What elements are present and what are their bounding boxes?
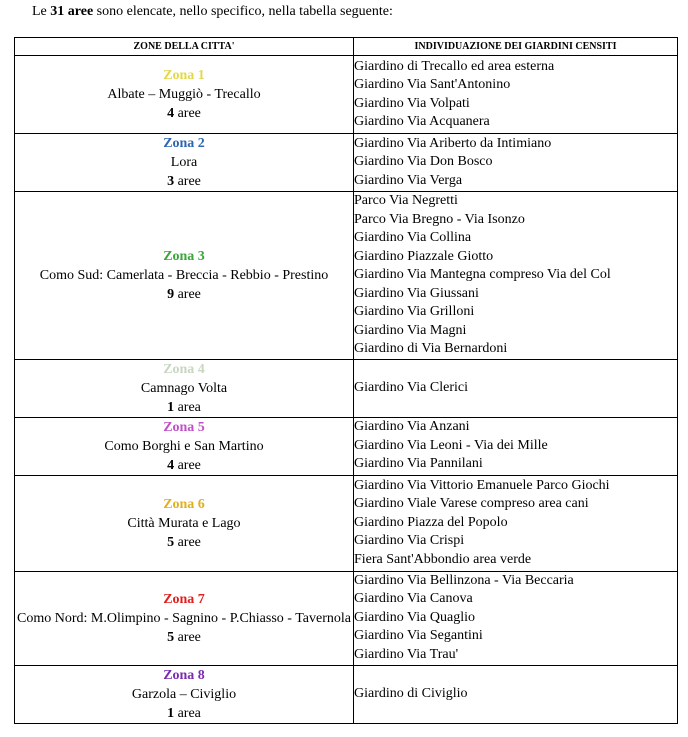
zone-area-count [15, 628, 353, 647]
intro-paragraph [32, 2, 393, 22]
zone-title: Zona 1 [163, 68, 205, 83]
zone-title: Zona 8 [163, 667, 205, 683]
garden-item: Giardino Via Acquanera [354, 114, 490, 129]
zone-cell [15, 665, 354, 723]
garden-item: Giardino Via Ariberto da Intimiano [354, 135, 552, 151]
zone-name: Lora [170, 155, 198, 170]
zone-name: Camnago Volta [140, 380, 228, 396]
zone-name: Albate – Muggiò - Trecallo [107, 87, 261, 102]
zones-table [14, 37, 678, 724]
garden-item: Giardino Via Grilloni [354, 304, 475, 319]
zone-count-number: 4 [167, 457, 175, 473]
garden-item: Parco Via Bregno - Via Isonzo [354, 211, 525, 227]
zone-name: Como Nord: M.Olimpino - Sagnino - P.Chiasso - Tavernola [17, 610, 351, 626]
garden-item: Giardino Via Collina [354, 230, 472, 245]
zone-count-unit: aree [177, 106, 201, 121]
zone-count-number: 4 [167, 106, 175, 121]
table-row [15, 134, 678, 192]
zone-count-unit: area [177, 399, 201, 415]
table-row [15, 475, 678, 571]
garden-item: Giardino di Trecallo ed area esterna [354, 58, 555, 74]
garden-item: Giardino Via Giussani [354, 285, 479, 301]
zone-title: Zona 7 [163, 591, 205, 607]
zone-name: Città Murata e Lago [127, 515, 241, 531]
zone-area-count [15, 104, 353, 123]
zone-count-number: 5 [167, 534, 175, 550]
zone-area-count [15, 172, 353, 191]
table-header-row [15, 38, 678, 56]
zone-title: Zona 2 [163, 136, 205, 151]
garden-item: Giardino Via Segantini [354, 628, 483, 644]
garden-item: Parco Via Negretti [354, 193, 458, 208]
garden-item: Giardino Piazzale Giotto [354, 248, 494, 264]
garden-item: Giardino Via Pannilani [354, 456, 483, 472]
table-row [15, 192, 678, 360]
garden-item: Giardino Via Leoni - Via dei Mille [354, 437, 548, 453]
garden-item: Giardino Via Don Bosco [354, 154, 493, 170]
zone-count-unit: aree [177, 457, 201, 473]
garden-item: Giardino Via Magni [354, 322, 467, 338]
zone-cell [15, 134, 354, 192]
garden-item: Giardino Via Bellinzona - Via Beccaria [354, 572, 574, 588]
garden-item: Fiera Sant'Abbondio area verde [354, 551, 532, 567]
garden-item: Giardino Via Mantegna compreso Via del Col [354, 267, 611, 282]
zone-title: Zona 6 [163, 496, 205, 512]
garden-item: Giardino Via Crispi [354, 533, 465, 549]
garden-item: Giardino Via Sant'Antonino [354, 77, 511, 92]
garden-item: Giardino Viale Varese compreso area cani [354, 496, 589, 512]
zone-cell [15, 571, 354, 665]
garden-item: Giardino Via Vittorio Emanuele Parco Giochi [354, 477, 610, 493]
zone-area-count [15, 456, 353, 475]
zone-count-number: 1 [167, 399, 175, 415]
zone-name: Como Sud: Camerlata - Breccia - Rebbio - Prestino [39, 267, 329, 283]
gardens-cell [354, 665, 678, 723]
zone-count-unit: area [177, 705, 201, 721]
zone-cell [15, 475, 354, 571]
table-row [15, 359, 678, 417]
zone-count-number: 1 [167, 705, 175, 721]
garden-item: Giardino Via Verga [354, 172, 463, 188]
gardens-cell [354, 134, 678, 192]
zone-count-unit: aree [177, 629, 201, 645]
gardens-cell [354, 571, 678, 665]
garden-item: Giardino Via Volpati [354, 95, 470, 111]
zone-cell [15, 192, 354, 360]
gardens-cell [354, 359, 678, 417]
header-zone: ZONE DELLA CITTA' [15, 38, 354, 56]
garden-item: Giardino Via Anzani [354, 419, 470, 435]
garden-item: Giardino Via Quaglio [354, 609, 475, 625]
zone-area-count [15, 285, 353, 304]
table-row [15, 571, 678, 665]
table-row [15, 56, 678, 134]
zone-cell [15, 359, 354, 417]
garden-item: Giardino Piazza del Popolo [354, 514, 508, 530]
table-row [15, 665, 678, 723]
zone-area-count [15, 398, 353, 417]
intro-prefix: Le [32, 4, 47, 19]
zone-title: Zona 5 [163, 419, 205, 435]
garden-item: Giardino Via Trau' [354, 646, 459, 662]
zone-area-count [15, 533, 353, 552]
zone-title: Zona 3 [163, 248, 205, 264]
zone-name: Garzola – Civiglio [131, 686, 237, 702]
gardens-cell [354, 475, 678, 571]
zone-count-unit: aree [177, 174, 201, 189]
zones-body [15, 56, 678, 724]
header-gardens: INDIVIDUAZIONE DEI GIARDINI CENSITI [354, 38, 678, 56]
zone-area-count [15, 704, 353, 723]
zone-cell [15, 56, 354, 134]
zone-count-unit: aree [177, 286, 201, 302]
garden-item: Giardino di Civiglio [354, 685, 468, 701]
intro-count: 31 aree [50, 4, 94, 19]
zone-count-number: 3 [167, 174, 175, 189]
garden-item: Giardino Via Canova [354, 591, 473, 607]
gardens-cell [354, 56, 678, 134]
zone-count-number: 9 [167, 286, 175, 302]
garden-item: Giardino di Via Bernardoni [354, 341, 508, 356]
table-row [15, 417, 678, 475]
zone-count-number: 5 [167, 629, 175, 645]
garden-item: Giardino Via Clerici [354, 379, 468, 395]
zone-name: Como Borghi e San Martino [104, 438, 264, 454]
zone-count-unit: aree [177, 534, 201, 550]
zone-title: Zona 4 [163, 361, 205, 377]
gardens-cell [354, 417, 678, 475]
zone-cell [15, 417, 354, 475]
gardens-cell [354, 192, 678, 360]
intro-suffix: sono elencate, nello specifico, nella tabella seguente: [96, 4, 393, 19]
